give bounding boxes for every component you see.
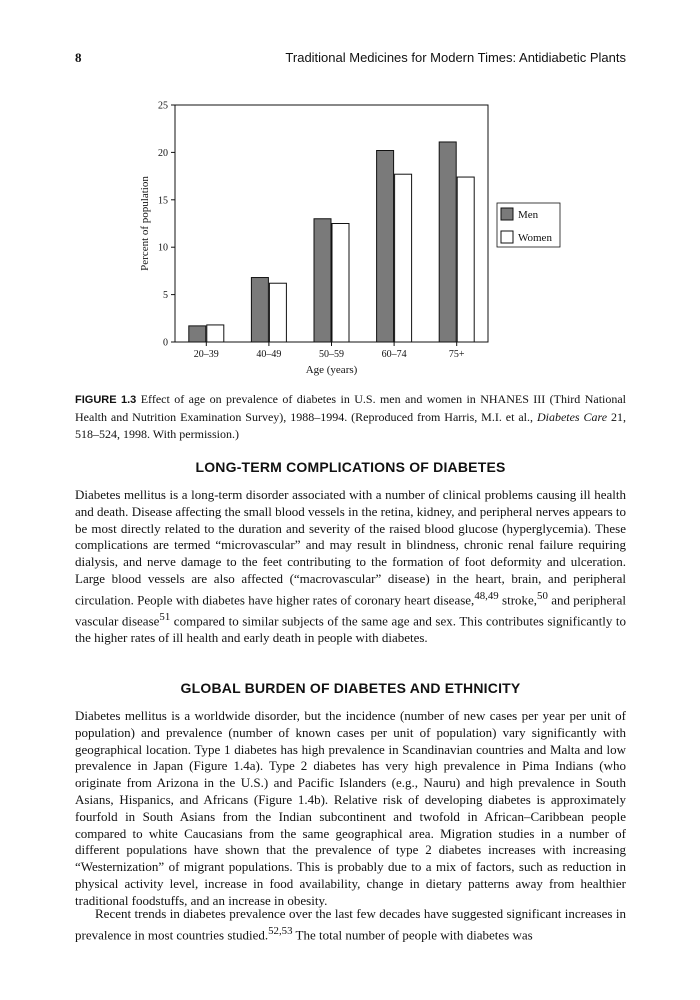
legend-swatch: [501, 208, 513, 220]
paragraph-text: stroke,: [498, 592, 538, 608]
caption-text-end: 21, 518–524, 1998. With permission.): [75, 410, 626, 441]
paragraph-global-burden: [75, 708, 626, 910]
y-tick-label: 15: [158, 195, 168, 207]
bar-men: [251, 278, 268, 342]
citation-superscript: 48,49: [474, 589, 499, 602]
bar-men: [377, 151, 394, 342]
x-tick-label: 20–39: [193, 349, 219, 360]
figure-label: FIGURE 1.3: [75, 394, 137, 406]
legend-label: Women: [518, 232, 552, 244]
y-tick-label: 25: [158, 100, 168, 112]
figure-caption: [75, 391, 626, 443]
caption-text-start: Effect of age on prevalence of diabetes in U.S. men and women in NHANES III (Third National Health and Nutrition Examination Survey), 1988–1994. (Reproduced from Harris, M.I. et al.,: [75, 392, 627, 424]
y-tick-label: 10: [158, 242, 168, 254]
page-header: [75, 50, 626, 70]
y-tick-label: 20: [158, 147, 168, 159]
page-number: 8: [75, 50, 82, 65]
bar-men: [439, 142, 456, 342]
paragraph-text: Recent trends in diabetes prevalence over the last few decades have suggested significant increases in prevalence in most countries studied.: [75, 906, 626, 943]
bar-men: [189, 326, 206, 342]
paragraph-complications: [75, 487, 626, 647]
paragraph-text: The total number of people with diabetes was: [292, 927, 533, 943]
caption-journal: Diabetes Care: [536, 410, 608, 424]
legend-swatch: [501, 231, 513, 243]
paragraph-text: and peripheral vascular disease: [75, 592, 626, 629]
y-tick-label: 5: [163, 290, 168, 302]
bar-women: [332, 224, 349, 343]
citation-superscript: 50: [537, 589, 548, 602]
y-axis-label: Percent of population: [139, 176, 151, 271]
legend-label: Men: [518, 209, 539, 221]
x-tick-label: 50–59: [319, 349, 344, 360]
section-heading-global-burden: GLOBAL BURDEN OF DIABETES AND ETHNICITY: [180, 680, 521, 696]
running-title: Traditional Medicines for Modern Times: Antidiabetic Plants: [285, 50, 626, 65]
bar-women: [457, 177, 474, 342]
bar-women: [207, 325, 224, 342]
citation-superscript: 52,53: [268, 924, 293, 937]
paragraph-text: Diabetes mellitus is a long-term disorder associated with a number of clinical problems causing ill health and death. Disease affecting the small blood vessels in the retina, kidney, and peripheral nerves appears to be most directly related to the duration and severity of the raised blood glucose (hyperglycemia). These complications are termed “microvascular” and may result in blindness, chronic renal failure requiring dialysis, and nerve damage to the feet contributing to the formation of foot deformity and ulceration. Large blood vessels are also affected (“macrovascular” disease) in the heart, brain, and peripheral circulation. People with diabetes have higher rates of coronary heart disease,: [75, 487, 626, 608]
bar-chart: [130, 95, 570, 385]
paragraph-text: compared to similar subjects of the same age and sex. This contributes significantly to the higher rates of ill health and early death in people with diabetes.: [75, 613, 626, 646]
y-tick-label: 0: [163, 337, 168, 349]
x-tick-label: 75+: [448, 349, 465, 360]
x-axis-label: Age (years): [305, 364, 358, 376]
paragraph-recent-trends: [75, 906, 626, 944]
x-tick-label: 60–74: [381, 349, 407, 360]
paragraph-text: Diabetes mellitus is a worldwide disorder, but the incidence (number of new cases per year per unit of population) and prevalence (number of known cases per unit of population) vary significantly with geographical location. Type 1 diabetes has high prevalence in Scandinavian countries and Malta and low prevalence in Japan (Figure 1.4a). Type 2 diabetes has very high prevalence in Pima Indians (who originate from Arizona in the U.S.) and Pacific Islanders (e.g., Nauru) and high prevalence in South Asians, Hispanics, and Africans (Figure 1.4b). Relative risk of developing diabetes is approximately fourfold in South Asians from the Indian subcontinent and twofold in African–Caribbean people compared to white Caucasians from the same geographical area. Migration studies in a number of different populations have shown that the prevalence of type 2 diabetes increases with increasing “Westernization” of migrant populations. This is probably due to a mix of factors, such as reduction in physical activity level, increase in food availability, change in dietary patterns away from healthier traditional foodstuffs, and an increase in obesity.: [75, 708, 626, 908]
bar-men: [314, 219, 331, 342]
citation-superscript: 51: [159, 610, 171, 623]
bar-women: [395, 174, 412, 342]
x-tick-label: 40–49: [256, 349, 282, 360]
section-heading-complications: LONG-TERM COMPLICATIONS OF DIABETES: [195, 459, 506, 475]
bar-women: [269, 283, 286, 342]
